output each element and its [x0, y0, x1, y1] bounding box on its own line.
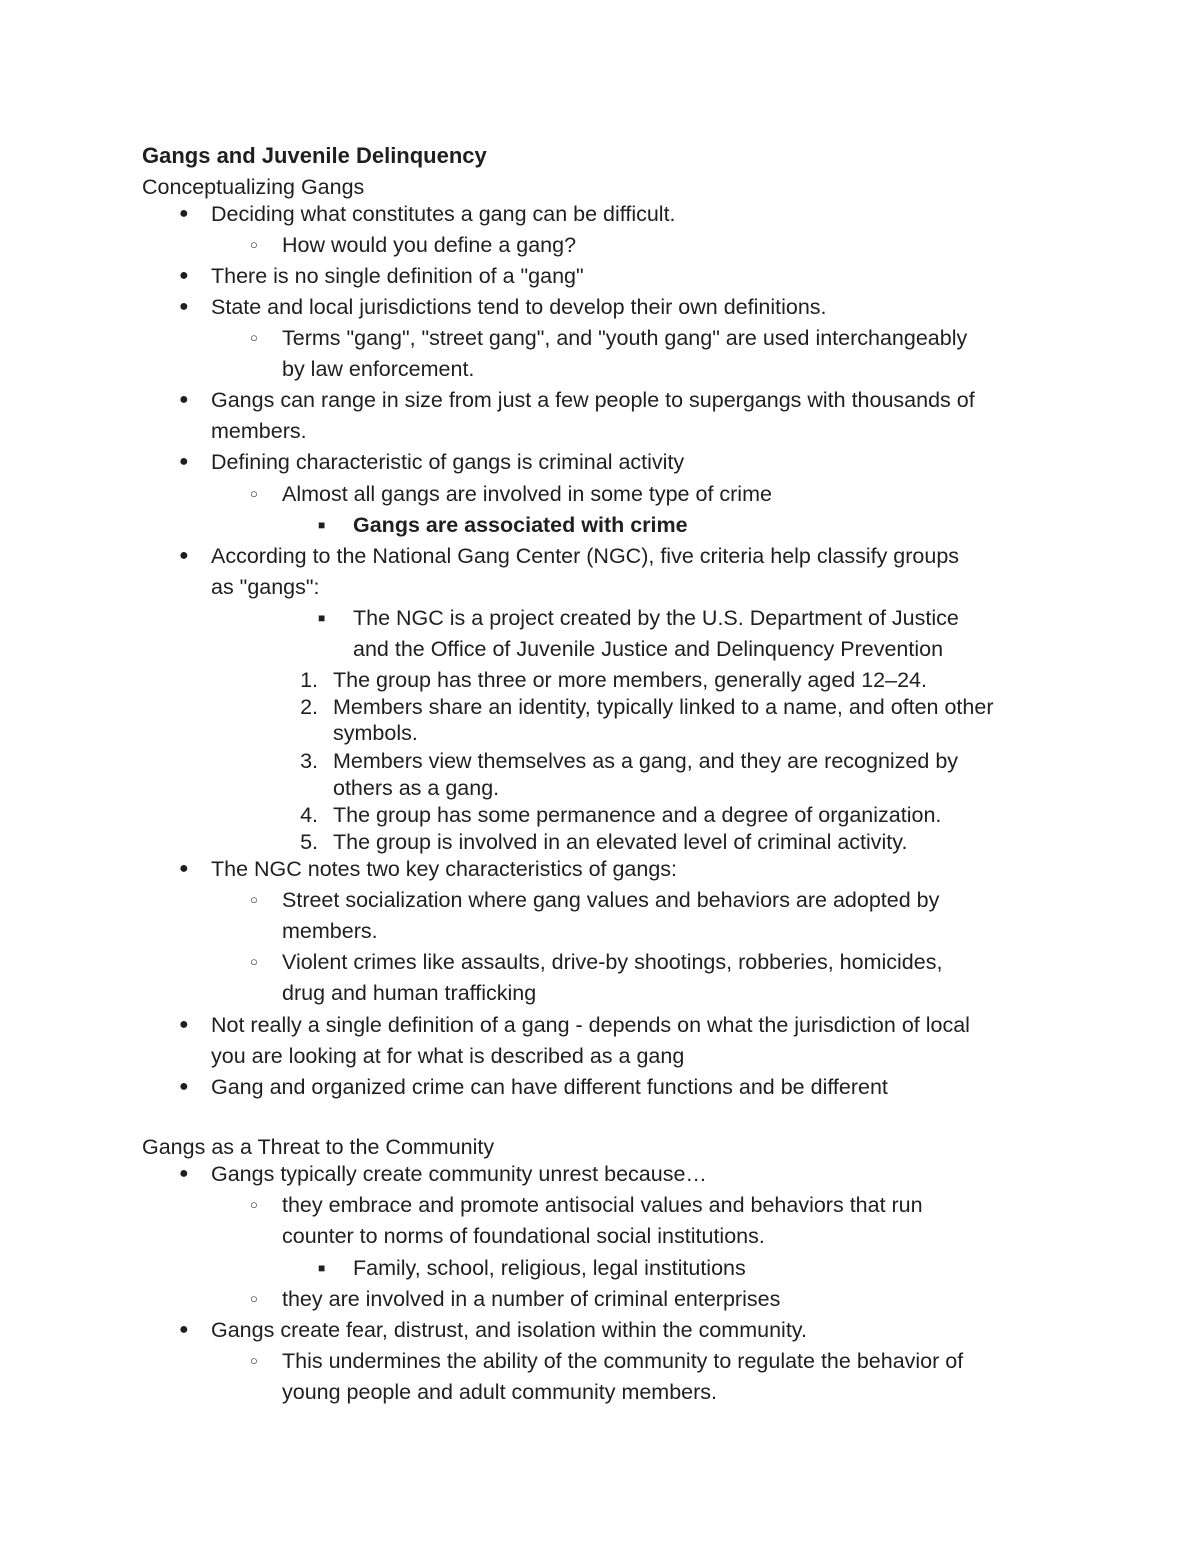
list-item-continuation: you are looking at for what is described as a gang: [211, 1044, 685, 1068]
list-item: There is no single definition of a "gang": [211, 264, 584, 288]
numbered-item-continuation: symbols.: [333, 721, 418, 745]
section-heading: Gangs as a Threat to the Community: [142, 1135, 495, 1159]
list-number: 5.: [300, 830, 318, 854]
list-item: The NGC notes two key characteristics of gangs:: [211, 857, 678, 881]
list-item: This undermines the ability of the community to regulate the behavior of: [282, 1349, 964, 1373]
section-heading: Conceptualizing Gangs: [142, 175, 365, 199]
numbered-item: Members share an identity, typically linked to a name, and often other: [333, 695, 994, 719]
filled-circle-bullet-icon: ●: [179, 453, 189, 470]
filled-circle-bullet-icon: ●: [179, 547, 189, 564]
hollow-circle-bullet-icon: ○: [250, 954, 258, 969]
list-item-continuation: drug and human trafficking: [282, 981, 537, 1005]
filled-circle-bullet-icon: ●: [179, 1016, 189, 1033]
filled-circle-bullet-icon: ●: [179, 860, 189, 877]
list-number: 2.: [300, 695, 318, 719]
list-number: 3.: [300, 749, 318, 773]
list-item: Family, school, religious, legal institutions: [353, 1256, 746, 1280]
numbered-item: Members view themselves as a gang, and they are recognized by: [333, 749, 959, 773]
list-item-continuation: as "gangs":: [211, 575, 320, 599]
numbered-item-continuation: others as a gang.: [333, 776, 500, 800]
list-item-continuation: young people and adult community members.: [282, 1380, 718, 1404]
filled-circle-bullet-icon: ●: [179, 1321, 189, 1338]
list-item: Almost all gangs are involved in some type of crime: [282, 482, 772, 506]
filled-circle-bullet-icon: ●: [179, 205, 189, 222]
filled-circle-bullet-icon: ●: [179, 1078, 189, 1095]
list-item: State and local jurisdictions tend to develop their own definitions.: [211, 295, 827, 319]
numbered-item: The group is involved in an elevated level of criminal activity.: [333, 830, 908, 854]
list-item-continuation: by law enforcement.: [282, 357, 475, 381]
list-item: The NGC is a project created by the U.S. Department of Justice: [353, 606, 959, 630]
list-number: 1.: [300, 668, 318, 692]
list-item: Violent crimes like assaults, drive-by shootings, robberies, homicides,: [282, 950, 943, 974]
filled-circle-bullet-icon: ●: [179, 391, 189, 408]
list-item: Not really a single definition of a gang - depends on what the jurisdiction of local: [211, 1013, 970, 1037]
list-number: 4.: [300, 803, 318, 827]
list-item-continuation: counter to norms of foundational social institutions.: [282, 1224, 765, 1248]
hollow-circle-bullet-icon: ○: [250, 486, 258, 501]
filled-square-bullet-icon: ■: [318, 611, 326, 625]
hollow-circle-bullet-icon: ○: [250, 237, 258, 252]
numbered-item: The group has some permanence and a degree of organization.: [333, 803, 942, 827]
list-item: How would you define a gang?: [282, 233, 577, 257]
list-item: they embrace and promote antisocial values and behaviors that run: [282, 1193, 923, 1217]
hollow-circle-bullet-icon: ○: [250, 330, 258, 345]
list-item-bold: Gangs are associated with crime: [353, 513, 688, 537]
list-item: Gang and organized crime can have different functions and be different: [211, 1075, 888, 1099]
hollow-circle-bullet-icon: ○: [250, 1353, 258, 1368]
numbered-item: The group has three or more members, generally aged 12–24.: [333, 668, 927, 692]
list-item: Gangs can range in size from just a few people to supergangs with thousands of: [211, 388, 975, 412]
filled-circle-bullet-icon: ●: [179, 298, 189, 315]
list-item: Deciding what constitutes a gang can be difficult.: [211, 202, 676, 226]
filled-circle-bullet-icon: ●: [179, 1165, 189, 1182]
filled-circle-bullet-icon: ●: [179, 267, 189, 284]
hollow-circle-bullet-icon: ○: [250, 892, 258, 907]
list-item: Street socialization where gang values and behaviors are adopted by: [282, 888, 940, 912]
list-item: they are involved in a number of criminal enterprises: [282, 1287, 781, 1311]
list-item-continuation: and the Office of Juvenile Justice and Delinquency Prevention: [353, 637, 944, 661]
list-item: Gangs typically create community unrest because…: [211, 1162, 707, 1186]
list-item: Terms "gang", "street gang", and "youth gang" are used interchangeably: [282, 326, 968, 350]
hollow-circle-bullet-icon: ○: [250, 1197, 258, 1212]
list-item: Defining characteristic of gangs is criminal activity: [211, 450, 685, 474]
list-item: Gangs create fear, distrust, and isolation within the community.: [211, 1318, 807, 1342]
filled-square-bullet-icon: ■: [318, 1261, 326, 1275]
list-item-continuation: members.: [211, 419, 307, 443]
filled-square-bullet-icon: ■: [318, 518, 326, 532]
document-title: Gangs and Juvenile Delinquency: [142, 143, 487, 168]
list-item: According to the National Gang Center (NGC), five criteria help classify groups: [211, 544, 960, 568]
hollow-circle-bullet-icon: ○: [250, 1291, 258, 1306]
list-item-continuation: members.: [282, 919, 378, 943]
